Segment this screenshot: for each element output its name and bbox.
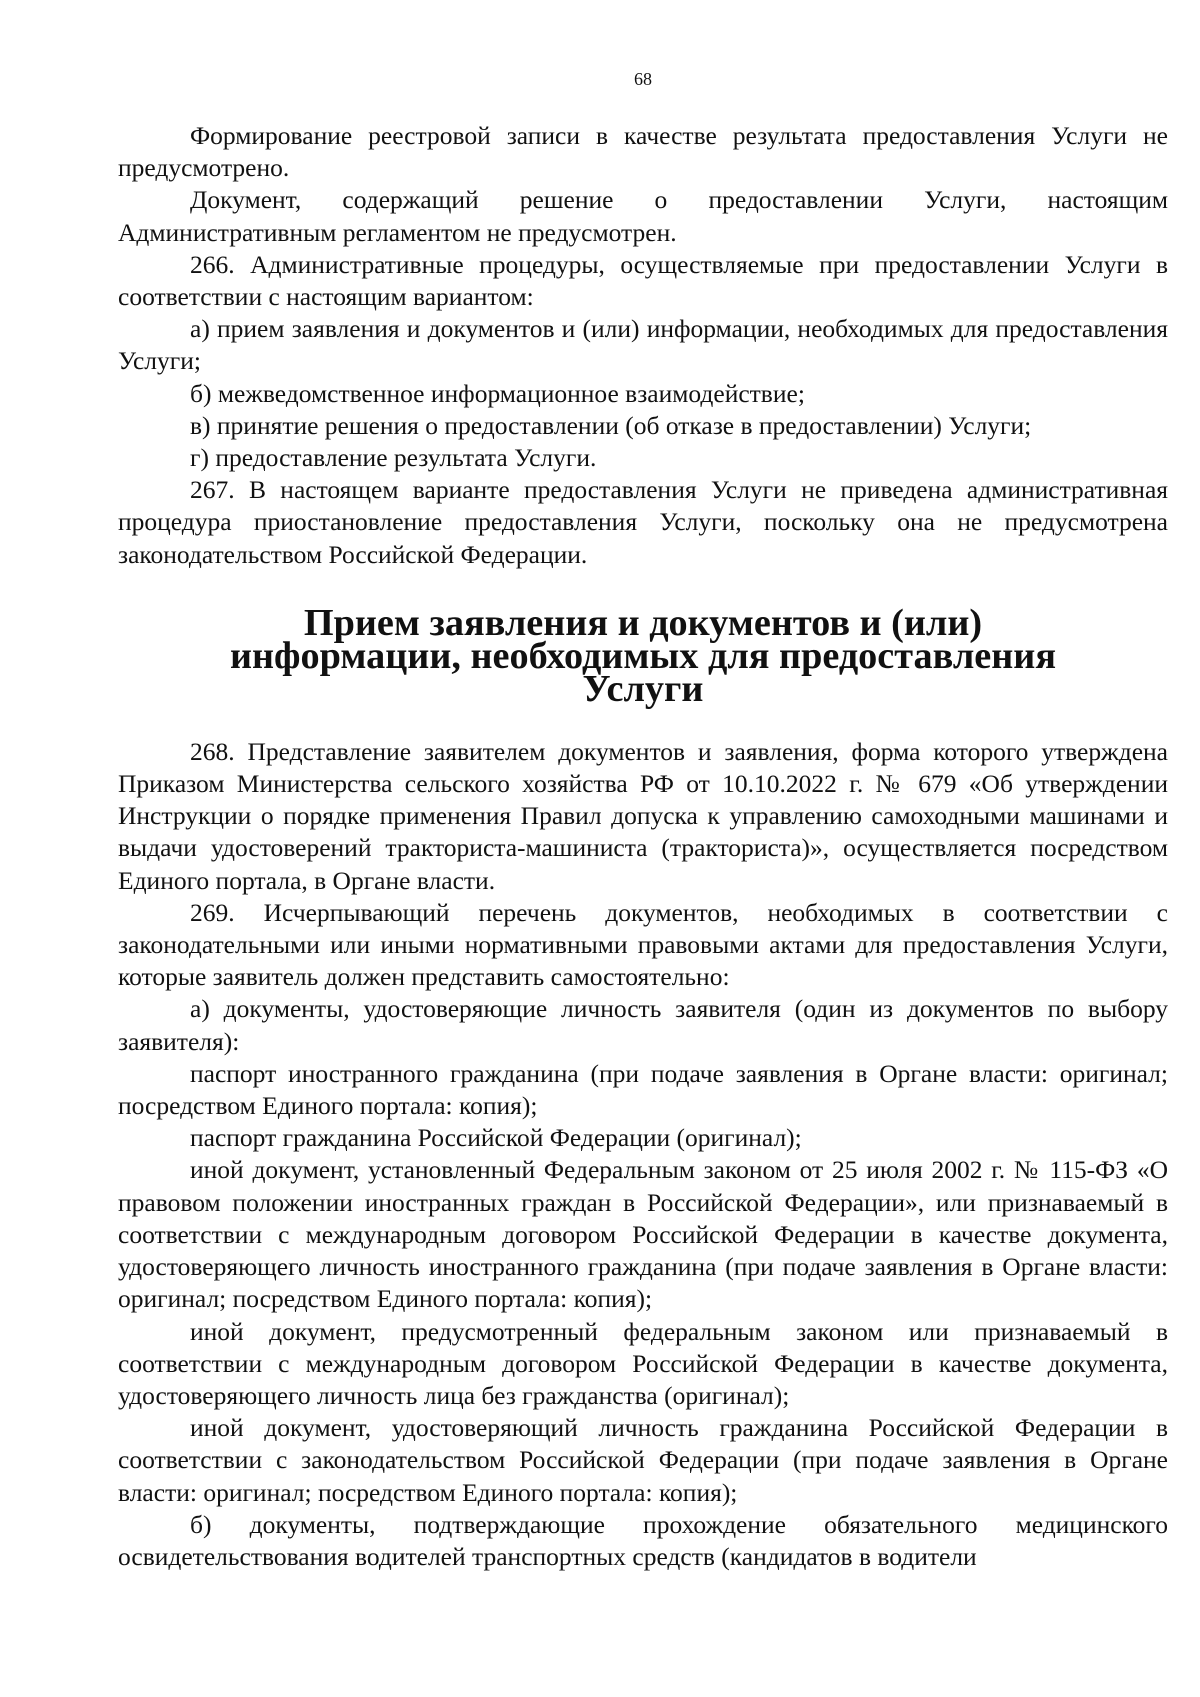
list-item: б) документы, подтверждающие прохождение обязательного медицинского освидетельствования водителей транспортных средств (кандидатов в водители [118, 1509, 1168, 1571]
list-item: иной документ, установленный Федеральным законом от 25 июля 2002 г. № 115-ФЗ «О правовом положении иностранных граждан в Российской Федерации», или признаваемый в соответствии с международным договором Российской Федерации в качестве документа, удостоверяющего личность иностранного гражданина (при подаче заявления в Органе власти: оригинал; посредством Единого портала: копия); [118, 1155, 1168, 1314]
paragraph: Документ, содержащий решение о предоставлении Услуги, настоящим Административным регламентом не предусмотрен. [118, 185, 1168, 247]
section-heading: Прием заявления и документов и (или) информации, необходимых для предоставления Услуги [229, 601, 1057, 710]
paragraph: Формирование реестровой записи в качестве результата предоставления Услуги не предусмотрено. [118, 121, 1168, 183]
list-item: а) документы, удостоверяющие личность заявителя (один из документов по выбору заявителя): [118, 994, 1168, 1056]
list-item: в) принятие решения о предоставлении (об отказе в предоставлении) Услуги; [190, 410, 1032, 440]
list-item: паспорт иностранного гражданина (при подаче заявления в Органе власти: оригинал; посредством Единого портала: копия); [118, 1058, 1168, 1121]
list-item: б) межведомственное информационное взаимодействие; [190, 378, 805, 408]
list-item: иной документ, удостоверяющий личность гражданина Российской Федерации в соответствии с законодательством Российской Федерации (при подаче заявления в Органе власти: оригинал; посредством Единого портала: копия); [118, 1413, 1168, 1507]
list-item: а) прием заявления и документов и (или) информации, необходимых для предоставления Услуги; [118, 314, 1168, 376]
paragraph: 267. В настоящем варианте предоставления Услуги не приведена административная процедура приостановление предоставления Услуги, поскольку она не предусмотрена законодательством Российской Федерации. [118, 475, 1168, 569]
document-page [118, 68, 1168, 1573]
page-number: 68 [634, 69, 652, 89]
paragraph: 269. Исчерпывающий перечень документов, необходимых в соответствии с законодательными или иными нормативными правовыми актами для предоставления Услуги, которые заявитель должен представить самостоятельно: [118, 897, 1168, 992]
list-item: г) предоставление результата Услуги. [190, 443, 597, 473]
paragraph: 268. Представление заявителем документов и заявления, форма которого утверждена Приказом Министерства сельского хозяйства РФ от 10.10.2022 г. № 679 «Об утверждении Инструкции о порядке применения Правил допуска к управлению самоходными машинами и выдачи удостоверений тракториста-машиниста (тракториста)», осуществляется посредством Единого портала, в Органе власти. [118, 736, 1168, 895]
paragraph: 266. Административные процедуры, осуществляемые при предоставлении Услуги в соответствии с настоящим вариантом: [118, 249, 1168, 312]
list-item: иной документ, предусмотренный федеральным законом или признаваемый в соответствии с международным договором Российской Федерации в качестве документа, удостоверяющего личность лица без гражданства (оригинал); [118, 1316, 1168, 1410]
list-item: паспорт гражданина Российской Федерации (оригинал); [190, 1123, 802, 1153]
